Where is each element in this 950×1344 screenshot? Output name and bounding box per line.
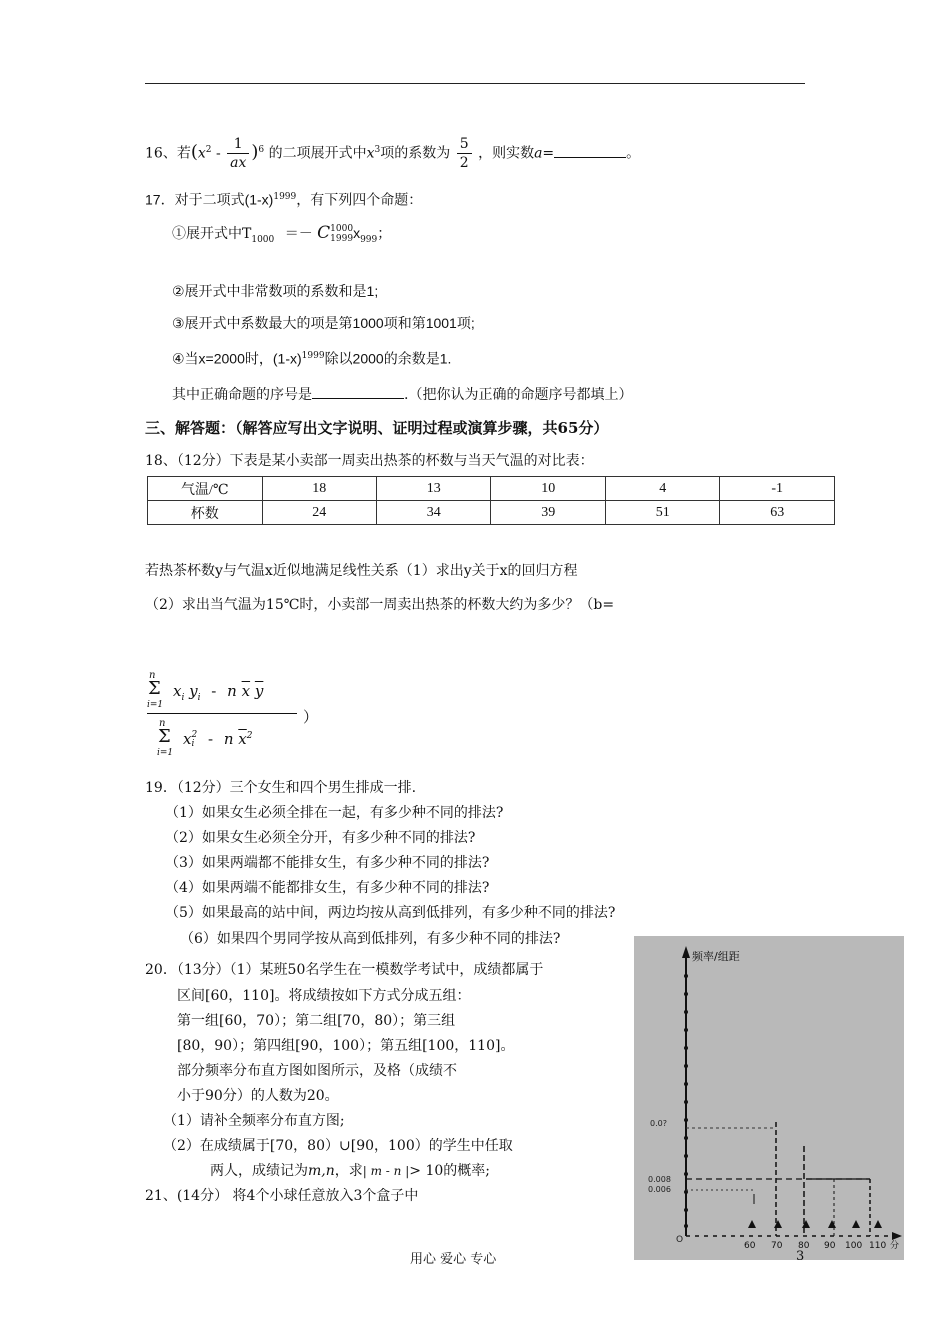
y-tick-label: 0.006 [648,1185,671,1194]
table-cell: -1 [720,477,835,501]
question-20-line: （2）在成绩属于[70，80）∪[90，100）的学生中任取 [163,1138,513,1154]
y-tick-label: 0.008 [648,1175,671,1184]
question-16: 16、若($x^2$ - $\frac{1}{ax}$ )$^6$ 的二项展开式中$x^3$项的系数为 $\frac{5}{2}$ ，则实数a= 。 [145,136,641,172]
list-item: （6）如果四个男同学按从高到低排列，有多少种不同的排法? [180,931,561,947]
y-axis-arrow [682,946,690,958]
proposition-2: ②展开式中非常数项的系数和是1; [172,283,379,299]
x-tick-label: 90 [824,1241,836,1251]
list-item: （3）如果两端都不能排女生，有多少种不同的排法? [165,855,490,871]
question-19-head: 19．（12分）三个女生和四个男生排成一排. [145,780,417,796]
y-tick-label: 0.0? [650,1119,667,1128]
list-item: （5）如果最高的站中间，两边均按从高到低排列，有多少种不同的排法? [165,905,616,921]
table-cell: 34 [377,501,491,525]
proposition-3: ③展开式中系数最大的项是第1000项和第1001项; [172,315,475,331]
proposition-1: ①展开式中$T_{1000} =- C$ 1000 1999 $x_{999}$； [172,223,392,245]
x-axis-arrow [892,1232,902,1240]
x-tick-label: 60 [744,1241,756,1251]
question-20-line: 第一组[60，70）；第二组[70，80）；第三组 [177,1013,456,1029]
question-20-line: [80，90）；第四组[90，100）；第五组[100，110]。 [177,1038,515,1054]
list-item: （1）如果女生必须全排在一起，有多少种不同的排法? [165,805,504,821]
fraction-1-over-ax: $\frac{1}{ax}$ [227,135,249,172]
x-tick-label: 70 [771,1241,783,1251]
y-axis-label: 频率/组距 [692,950,740,963]
table-cell: 24 [262,501,376,525]
section-3-heading: 三、解答题：（解答应写出文字说明、证明过程或演算步骤，共65分） [145,419,609,437]
question-20-line: （1）请补全频率分布直方图; [163,1113,345,1129]
question-21: 21、(14分） 将4个小球任意放入3个盒子中 [145,1188,419,1204]
question-20-line: 部分频率分布直方图如图所示，及格（成绩不 [177,1063,457,1079]
x-tick-label: 110 [869,1241,887,1251]
question-17-head: 17．对于二项式$(1-x)^{1999}$，有下列四个命题： [145,191,423,209]
question-20-last-line: 两人，成绩记为m,n，求| m - n |> 10的概率; [210,1163,490,1179]
question-18-text-1: 若热茶杯数y与气温x近似地满足线性关系（1）求出y关于x的回归方程 [145,563,578,579]
table-row [148,477,835,501]
fraction-5-over-2: $\frac{5}{2}$ [457,135,472,172]
origin-label: O [676,1235,684,1245]
table-cell: 杯数 [148,501,263,525]
header-rule [145,83,805,84]
question-18-text-2: （2）求出当气温为15℃时，小卖部一周卖出热茶的杯数大约为多少？（b= [145,597,615,613]
table-cell: 63 [720,501,835,525]
question-20-line: 区间[60，110]。将成绩按如下方式分成五组： [177,988,471,1004]
answer-blank-16 [554,143,626,158]
table-row [148,501,835,525]
list-item: （2）如果女生必须全分开，有多少种不同的排法? [165,830,476,846]
table-cell: 51 [605,501,719,525]
x-tick-label: 100 [845,1241,863,1251]
frequency-histogram [634,936,904,1260]
table-cell: 10 [491,477,605,501]
table-cell: 39 [491,501,605,525]
temperature-cups-table [147,476,835,525]
x-tick-label: 80 [798,1241,810,1251]
question-20-line: 20．（13分）（1）某班50名学生在一模数学考试中，成绩都属于 [145,962,544,978]
x-axis-ticks [748,1220,882,1228]
question-18-head: 18、（12分）下表是某小卖部一周卖出热茶的杯数与当天气温的对比表： [145,453,594,469]
question-20-line: 小于90分）的人数为20。 [177,1088,339,1104]
table-cell: 气温/℃ [148,477,263,501]
question-17-answer: 其中正确命题的序号是 .（把你认为正确的命题序号都填上） [172,384,632,404]
table-cell: 13 [377,477,491,501]
table-cell: 4 [605,477,719,501]
proposition-4: ④当x=2000时，$(1-x)^{1999}$除以2000的余数是1. [172,350,452,367]
list-item: （4）如果两端不能都排女生，有多少种不同的排法? [165,880,490,896]
histogram-svg [634,936,904,1260]
table-cell: 18 [262,477,376,501]
answer-blank-17 [312,384,404,399]
regression-formula: n Σ i=1 $x_i$ $y_i$ - n $\overline{x}$ $\overline{y}$ n Σ i=1 x 2 i - n $\overline{x}^2$ ） [147,670,319,758]
page-number: 3 [796,1249,805,1264]
x-unit-label: 分 [890,1241,900,1251]
footer-text: 用心 爱心 专心 [410,1252,497,1267]
